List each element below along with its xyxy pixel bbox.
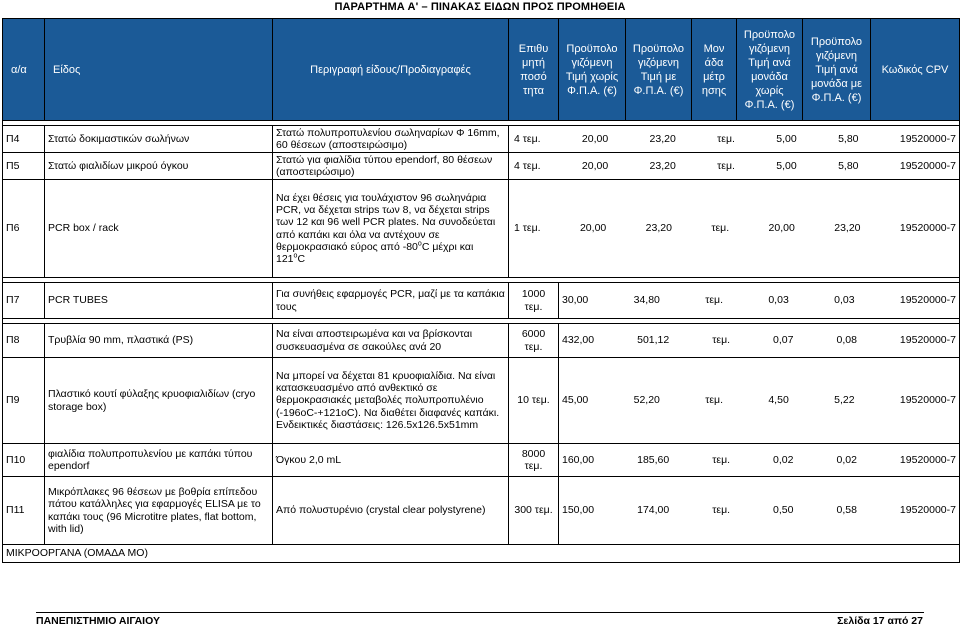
row-total-no-vat: 150,00	[562, 504, 595, 517]
row-qty: 8000 τεμ.	[509, 444, 559, 477]
row-cpv: 19520000-7	[899, 504, 956, 517]
footer-page-number: Σελίδα 17 από 27	[837, 615, 923, 627]
document-title: ΠΑΡΑΡΤΗΜΑ Α' – ΠΙΝΑΚΑΣ ΕΙΔΩΝ ΠΡΟΣ ΠΡΟΜΗΘΕΙΑ	[334, 1, 626, 13]
row-total-no-vat: 20,00	[579, 222, 607, 235]
row-qty: 1000 τεμ.	[509, 283, 559, 319]
row-unit: τεμ.	[717, 159, 735, 172]
row-qty: 6000 τεμ.	[509, 324, 559, 358]
row-aa: Π9	[3, 358, 45, 444]
header-description: Περιγραφή είδους/Προδιαγραφές	[273, 19, 509, 121]
row-unit: τεμ.	[712, 504, 731, 517]
row-total-no-vat: 20,00	[581, 159, 609, 172]
row-aa: Π11	[3, 477, 45, 545]
row-values	[509, 126, 960, 153]
row-unit-with-vat: 0,08	[836, 334, 857, 347]
row-description: Να είναι αποστειρωμένα και να βρίσκονται συσκευασμένα σε σακούλες ανά 20	[273, 324, 509, 358]
row-total-no-vat: 20,00	[581, 132, 609, 145]
row-item: Στατώ φιαλιδίων μικρού όγκου	[45, 153, 273, 180]
row-unit: τεμ.	[705, 294, 724, 307]
row-cpv: 19520000-7	[899, 394, 956, 407]
footer-divider	[36, 612, 924, 613]
row-unit-no-vat: 0,50	[773, 504, 794, 517]
row-total-with-vat: 185,60	[637, 453, 670, 466]
row-unit-no-vat: 5,00	[776, 159, 797, 172]
row-aa: Π7	[3, 283, 45, 319]
row-description-text: Να έχει θέσεις για τουλάχιστον 96 σωληνάρια PCR, να δέχεται strips των 8, να δέχεται strips των 12 και 96 well PCR plates. Να συνοδεύεται από καπάκι και όλα να αντέχουν σε θερμοκρασιακό εύρος από -80	[276, 191, 496, 253]
header-total-no-vat: Προϋπολο γιζόμενη Τιμή χωρίς Φ.Π.Α. (€)	[559, 19, 626, 121]
row-item: φιαλίδια πολυπροπυλενίου με καπάκι τύπου ependorf	[45, 444, 273, 477]
row-aa: Π10	[3, 444, 45, 477]
row-aa: Π4	[3, 126, 45, 153]
row-unit-with-vat: 0,58	[836, 504, 857, 517]
row-item: PCR box / rack	[45, 180, 273, 278]
row-cpv: 19520000-7	[899, 294, 956, 307]
row-item: PCR TUBES	[45, 283, 273, 319]
row-description: Όγκου 2,0 mL	[273, 444, 509, 477]
header-aa: α/α	[3, 19, 45, 121]
row-total-with-vat: 501,12	[637, 334, 670, 347]
row-description: Στατώ για φιαλίδια τύπου ependorf, 80 θέσεων (αποστειρώσιμο)	[273, 153, 509, 180]
row-unit-no-vat: 5,00	[776, 132, 797, 145]
row-values	[559, 477, 960, 545]
row-total-no-vat: 160,00	[562, 453, 595, 466]
row-unit: τεμ.	[717, 132, 735, 145]
row-qty: 1 τεμ.	[514, 222, 541, 235]
header-total-with-vat: Προϋπολο γιζόμενη Τιμή με Φ.Π.Α. (€)	[626, 19, 692, 121]
row-description	[273, 180, 509, 278]
row-unit-no-vat: 20,00	[768, 222, 795, 235]
row-description-text: C	[297, 253, 306, 266]
row-qty: 4 τεμ.	[514, 159, 541, 172]
header-unit-with-vat: Προϋπολο γιζόμενη Τιμή ανά μονάδα με Φ.Π.Α. (€)	[803, 19, 871, 121]
row-unit-no-vat: 4,50	[768, 394, 789, 407]
row-unit-with-vat: 0,03	[834, 294, 855, 307]
row-unit-no-vat: 0,02	[773, 453, 794, 466]
row-unit: τεμ.	[711, 222, 730, 235]
row-description: Από πολυστυρένιο (crystal clear polystyrene)	[273, 477, 509, 545]
row-unit-with-vat: 5,80	[838, 159, 859, 172]
degree-mark: o	[293, 252, 298, 260]
row-description: Για συνήθεις εφαρμογές PCR, μαζί με τα καπάκια τους	[273, 283, 509, 319]
row-unit-with-vat: 23,20	[834, 222, 861, 235]
row-unit: τεμ.	[712, 453, 731, 466]
table-row	[3, 153, 960, 180]
row-unit-with-vat: 5,22	[834, 394, 855, 407]
row-item: Τρυβλία 90 mm, πλαστικά (PS)	[45, 324, 273, 358]
row-description: Στατώ πολυπροπυλενίου σωληναρίων Φ 16mm, 60 θέσεων (αποστειρώσιμο)	[273, 126, 509, 153]
row-unit-with-vat: 0,02	[836, 453, 857, 466]
row-total-with-vat: 34,80	[633, 294, 660, 307]
row-cpv: 19520000-7	[899, 453, 956, 466]
row-aa: Π8	[3, 324, 45, 358]
row-total-with-vat: 23,20	[649, 159, 676, 172]
degree-mark: o	[417, 240, 422, 248]
footer-university: ΠΑΝΕΠΙΣΤΗΜΙΟ ΑΙΓΑΙΟΥ	[36, 615, 160, 627]
items-table	[2, 18, 960, 563]
row-aa: Π6	[3, 180, 45, 278]
table-row	[3, 358, 960, 444]
row-cpv: 19520000-7	[899, 334, 956, 347]
table-row	[3, 444, 960, 477]
section-label: ΜΙΚΡΟΟΡΓΑΝΑ (ΟΜΑΔΑ ΜΟ)	[3, 545, 960, 563]
row-item: Πλαστικό κουτί φύλαξης κρυοφιαλιδίων (cryo storage box)	[45, 358, 273, 444]
row-description: Να μπορεί να δέχεται 81 κρυοφιαλίδια. Να είναι κατασκευασμένο από ανθεκτικό σε θερμοκρασιακές μεταβολές πολυπροπυλένιο (-196oC-+121oC). Να διαθέτει διαφανές καπάκι. Ενδεικτικές διαστάσεις: 126.5x126.5x51mm	[273, 358, 509, 444]
row-values	[509, 180, 960, 278]
row-qty: 300 τεμ.	[509, 477, 559, 545]
table-header-row	[3, 19, 960, 121]
row-total-no-vat: 432,00	[562, 334, 595, 347]
row-item: Στατώ δοκιμαστικών σωλήνων	[45, 126, 273, 153]
table-row	[3, 477, 960, 545]
row-unit-no-vat: 0,03	[768, 294, 789, 307]
table-row	[3, 324, 960, 358]
row-item: Μικρόπλακες 96 θέσεων με βοθρία επίπεδου πάτου κατάλληλες για εφαρμογές ELISA με το καπάκι τους (96 Microtitre plates, flat bottom, with lid)	[45, 477, 273, 545]
row-values	[559, 324, 960, 358]
row-unit: τεμ.	[712, 334, 731, 347]
row-total-with-vat: 23,20	[645, 222, 672, 235]
table-row	[3, 126, 960, 153]
row-aa: Π5	[3, 153, 45, 180]
table-row	[3, 180, 960, 278]
row-total-with-vat: 23,20	[649, 132, 676, 145]
table-row	[3, 283, 960, 319]
header-unit: Μον άδα μέτρ ησης	[692, 19, 737, 121]
row-qty: 4 τεμ.	[514, 132, 541, 145]
row-unit: τεμ.	[705, 394, 724, 407]
row-unit-no-vat: 0,07	[773, 334, 794, 347]
header-item: Είδος	[45, 19, 273, 121]
row-total-with-vat: 52,20	[633, 394, 660, 407]
row-total-no-vat: 30,00	[562, 294, 589, 307]
row-values	[509, 153, 960, 180]
row-cpv: 19520000-7	[899, 159, 956, 172]
row-unit-with-vat: 5,80	[838, 132, 859, 145]
header-cpv: Κωδικός CPV	[871, 19, 960, 121]
row-values	[559, 444, 960, 477]
row-values	[559, 358, 960, 444]
row-values	[559, 283, 960, 319]
row-description-text: C μέχρι και 121	[276, 240, 474, 266]
header-unit-no-vat: Προϋπολο γιζόμενη Τιμή ανά μονάδα χωρίς Φ.Π.Α. (€)	[737, 19, 803, 121]
row-qty: 10 τεμ.	[509, 358, 559, 444]
header-quantity: Επιθυ μητή ποσό τητα	[509, 19, 559, 121]
row-cpv: 19520000-7	[899, 132, 956, 145]
row-total-with-vat: 174,00	[637, 504, 670, 517]
row-total-no-vat: 45,00	[562, 394, 589, 407]
row-cpv: 19520000-7	[899, 222, 956, 235]
section-row	[3, 545, 960, 563]
